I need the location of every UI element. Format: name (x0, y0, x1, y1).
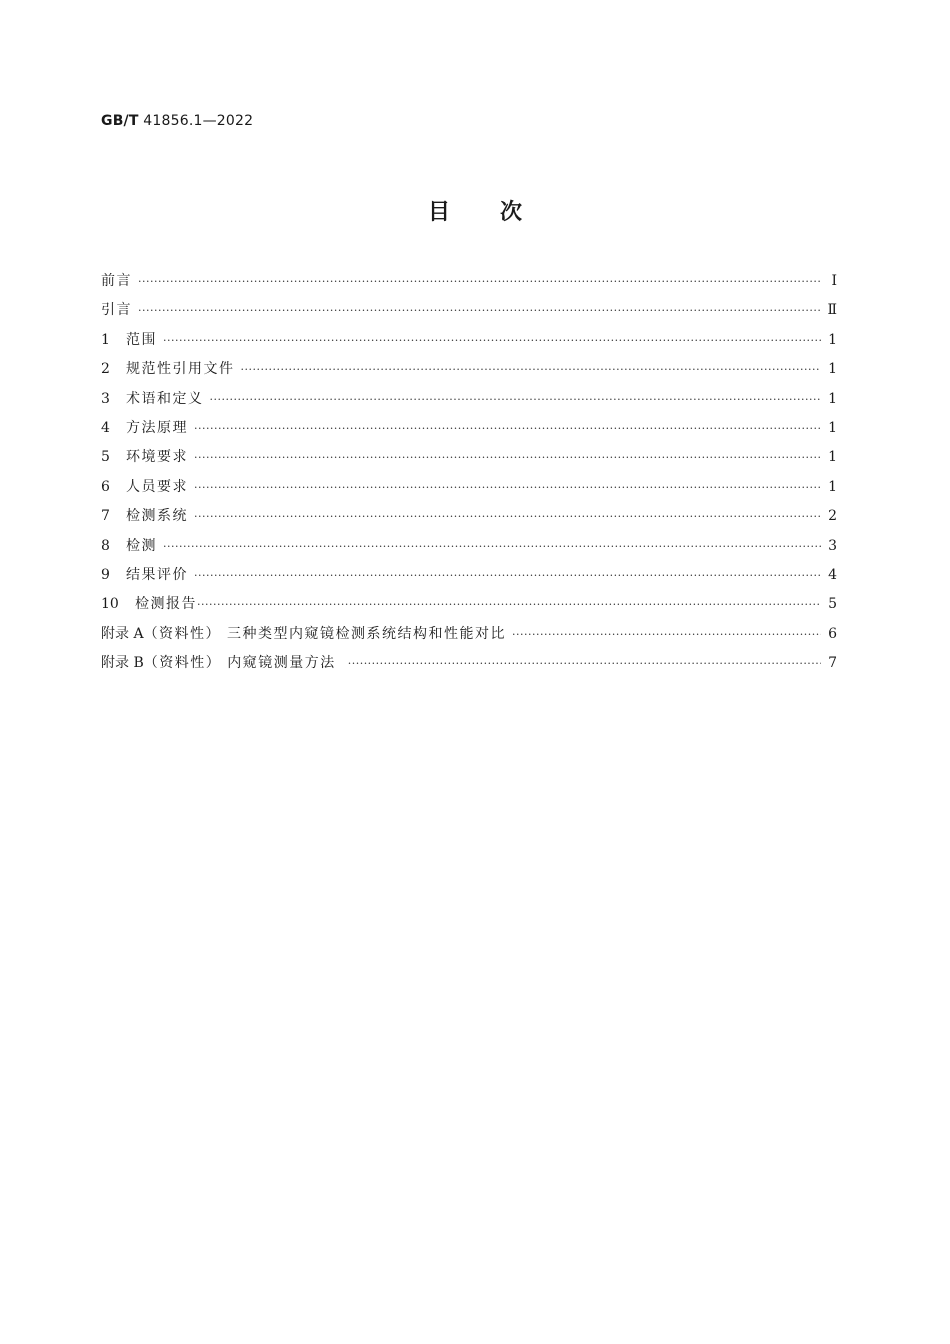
toc-entry-label (101, 593, 197, 613)
toc-entry-number: 4 (101, 419, 110, 436)
toc-entry-text: 环境要求 (126, 449, 188, 466)
toc-entry-page: 1 (828, 419, 837, 436)
toc-entry-number: 10 (101, 596, 119, 613)
toc-leader-dots (194, 451, 821, 464)
toc-entry-text: 术语和定义 (126, 390, 204, 407)
toc-entry-text: 人员要求 (126, 478, 188, 495)
toc-leader-dots (194, 510, 821, 523)
standard-code-number: 41856.1—2022 (138, 113, 254, 129)
toc-entry-label (101, 505, 188, 525)
toc-leader-dots (163, 540, 821, 553)
toc-entry-label (101, 535, 157, 555)
toc-entry-10[interactable] (101, 593, 837, 622)
table-of-contents (101, 270, 837, 681)
toc-leader-dots (210, 393, 822, 406)
toc-entry-label (101, 299, 132, 319)
toc-entry-page: 6 (828, 625, 837, 642)
toc-entry-foreword[interactable] (101, 270, 837, 299)
toc-entry-text: 规范性引用文件 (126, 361, 235, 378)
toc-entry-label (101, 417, 188, 437)
toc-entry-1[interactable] (101, 329, 837, 358)
toc-entry-7[interactable] (101, 505, 837, 534)
toc-entry-label (101, 270, 132, 290)
toc-leader-dots (194, 569, 821, 582)
toc-entry-9[interactable] (101, 564, 837, 593)
toc-entry-page: 3 (828, 537, 837, 554)
toc-entry-introduction[interactable] (101, 299, 837, 328)
toc-entry-annex-b[interactable] (101, 652, 837, 681)
toc-entry-5[interactable] (101, 446, 837, 475)
toc-entry-text: 方法原理 (126, 419, 188, 436)
toc-leader-dots (512, 628, 821, 641)
toc-leader-dots (194, 481, 821, 494)
toc-entry-number: 附录 A (101, 625, 144, 642)
toc-entry-3[interactable] (101, 388, 837, 417)
toc-entry-page: 1 (828, 331, 837, 348)
toc-leader-dots (241, 363, 822, 376)
toc-leader-dots (138, 304, 821, 317)
toc-entry-4[interactable] (101, 417, 837, 446)
toc-entry-number: 1 (101, 331, 110, 348)
standard-code-prefix: GB/T (101, 113, 139, 129)
toc-leader-dots (138, 275, 821, 288)
toc-entry-page: 1 (828, 390, 837, 407)
toc-entry-page: 7 (828, 655, 837, 672)
toc-entry-text: 检测 (126, 537, 157, 554)
toc-entry-number: 2 (101, 361, 110, 378)
toc-entry-8[interactable] (101, 535, 837, 564)
toc-entry-page: 5 (828, 596, 837, 613)
toc-entry-page: 1 (828, 361, 837, 378)
toc-entry-label (101, 446, 188, 466)
toc-entry-text: （资料性） 三种类型内窥镜检测系统结构和性能对比 (143, 625, 507, 642)
toc-entry-number: 6 (101, 478, 110, 495)
toc-entry-text: 结果评价 (126, 566, 188, 583)
toc-entry-page: 1 (828, 478, 837, 495)
toc-entry-number: 3 (101, 390, 110, 407)
toc-entry-annex-a[interactable] (101, 623, 837, 652)
toc-entry-page: 1 (828, 449, 837, 466)
toc-entry-6[interactable] (101, 476, 837, 505)
toc-entry-number: 5 (101, 449, 110, 466)
toc-entry-2[interactable] (101, 358, 837, 387)
toc-entry-text: 前言 (101, 273, 132, 289)
toc-entry-number: 7 (101, 508, 110, 525)
toc-entry-label (101, 564, 188, 584)
toc-entry-text: 检测系统 (126, 508, 188, 525)
toc-leader-dots (163, 334, 821, 347)
toc-entry-number: 8 (101, 537, 110, 554)
toc-entry-page: Ⅰ (831, 273, 837, 289)
toc-entry-label (101, 358, 235, 378)
toc-leader-dots (197, 598, 821, 611)
toc-entry-label (101, 329, 157, 349)
toc-entry-label (101, 623, 506, 643)
toc-entry-text: 范围 (126, 331, 157, 348)
toc-entry-text: （资料性） 内窥镜测量方法 (143, 655, 336, 672)
page-title: 目次 (427, 200, 572, 225)
toc-entry-label (101, 652, 336, 672)
toc-entry-text: 检测报告 (135, 596, 197, 613)
toc-entry-label (101, 476, 188, 496)
toc-entry-page: 2 (828, 508, 837, 525)
toc-entry-text: 引言 (101, 302, 132, 319)
toc-entry-number: 9 (101, 566, 110, 583)
toc-entry-label (101, 388, 204, 408)
standard-code (101, 113, 253, 129)
toc-entry-number: 附录 B (101, 655, 144, 672)
toc-leader-dots (348, 657, 821, 670)
toc-entry-page: 4 (828, 566, 837, 583)
toc-leader-dots (194, 422, 821, 435)
toc-entry-page: Ⅱ (827, 302, 837, 319)
